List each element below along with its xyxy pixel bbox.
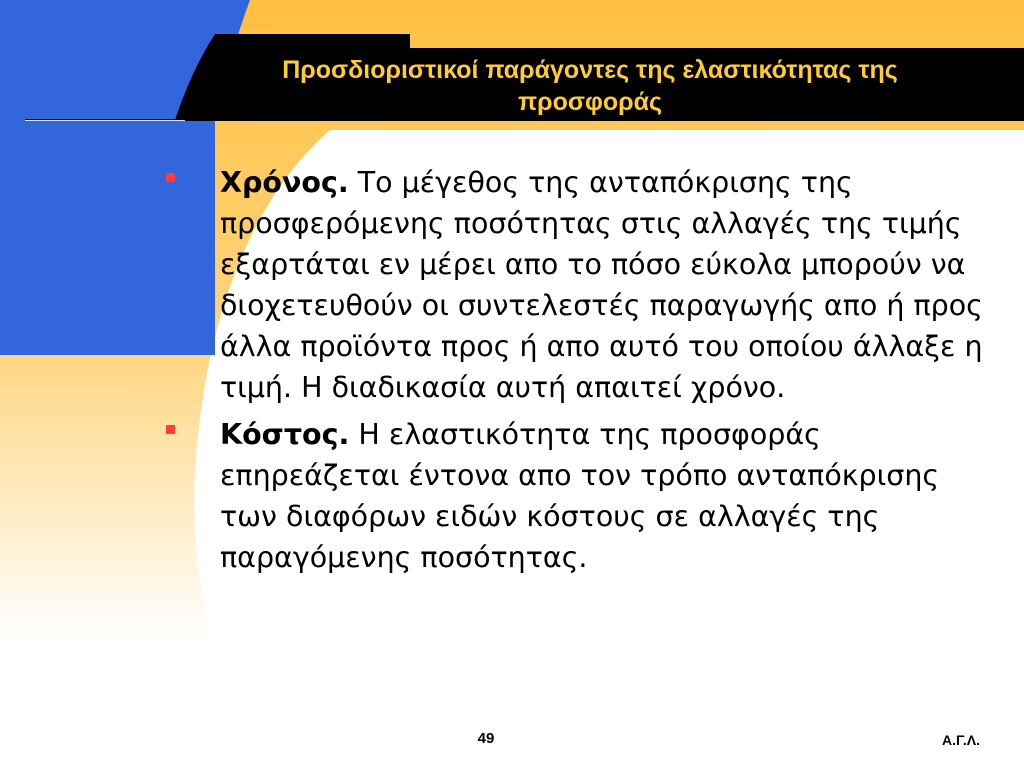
square-bullet-icon [166, 425, 175, 434]
title-underline-highlight [25, 120, 185, 121]
slide-title: Προσδιοριστικοί παράγοντες της ελαστικότητας της προσφοράς [282, 56, 898, 116]
bullet-item [160, 162, 1000, 408]
bullet-term: Κόστος. [220, 418, 350, 451]
square-bullet-icon [166, 173, 175, 182]
bullet-text [220, 414, 995, 578]
bullet-term: Χρόνος. [220, 166, 349, 199]
bullet-list [160, 162, 1000, 584]
bullet-item [160, 414, 1000, 578]
bullet-body: Το μέγεθος της ανταπόκρισης της προσφερόμενης ποσότητας στις αλλαγές της τιμής εξαρτάται εν μέρει απο το πόσο εύκολα μπορούν να διοχετευθούν οι συντελεστές παραγωγής απο ή προς άλλα προϊόντα προς ή απο αυτό του οποίου άλλαξε η τιμή. Η διαδικασία αυτή απαιτεί χρόνο. [220, 166, 983, 404]
bullet-text [220, 162, 995, 408]
page-number: 49 [477, 730, 495, 747]
bullet-body: Η ελαστικότητα της προσφοράς επηρεάζεται έντονα απο τον τρόπο ανταπόκρισης των διαφόρων ειδών κόστους σε αλλαγές της παραγόμενης ποσότητας. [220, 418, 940, 574]
author-initials: Α.Γ.Λ. [942, 732, 980, 748]
